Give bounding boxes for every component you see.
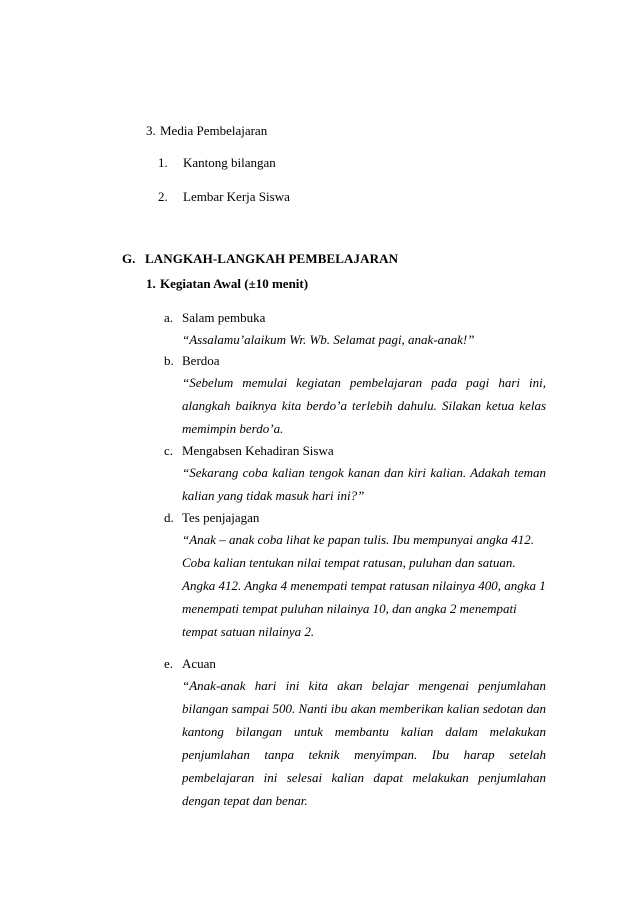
section-letter: G.: [122, 251, 136, 266]
section-title: LANGKAH-LANGKAH PEMBELAJARAN: [145, 251, 399, 266]
step-heading: Berdoa: [182, 353, 220, 368]
media-item-text: Kantong bilangan: [183, 155, 276, 170]
step-letter: d.: [164, 510, 174, 525]
step-line: dengan tepat dan benar.: [182, 793, 308, 808]
step-line: Coba kalian tentukan nilai tempat ratusan, puluhan dan satuan.: [182, 555, 516, 570]
step-heading: Acuan: [182, 656, 216, 671]
step-line: alangkah baiknya kita berdo’a terlebih dahulu. Silakan ketua kelas: [182, 398, 546, 413]
step-line: kantong bilangan untuk membantu kalian dalam melakukan: [182, 724, 546, 739]
step-line: memimpin berdo’a.: [182, 421, 284, 436]
step-line: kalian yang tidak masuk hari ini?”: [182, 488, 365, 503]
step-line: “Sekarang coba kalian tengok kanan dan kiri kalian. Adakah teman: [182, 465, 546, 480]
step-letter: a.: [164, 310, 174, 325]
step-letter: c.: [164, 443, 174, 458]
media-item-number: 2.: [158, 189, 168, 204]
step-heading: Mengabsen Kehadiran Siswa: [182, 443, 334, 458]
step-heading: Salam pembuka: [182, 310, 266, 325]
step-line: Angka 412. Angka 4 menempati tempat ratusan nilainya 400, angka 1: [182, 578, 546, 593]
step-line: bilangan sampai 500. Nanti ibu akan memberikan kalian sedotan dan: [182, 701, 546, 716]
step-letter: e.: [164, 656, 174, 671]
subsection-number: 1.: [146, 276, 156, 291]
step-line: “Anak – anak coba lihat ke papan tulis. Ibu mempunyai angka 412.: [182, 532, 535, 547]
step-line: “Sebelum memulai kegiatan pembelajaran pada pagi hari ini,: [182, 375, 546, 390]
step-line: “Assalamu’alaikum Wr. Wb. Selamat pagi, anak-anak!”: [182, 332, 475, 347]
step-line: menempati tempat puluhan nilainya 10, dan angka 2 menempati: [182, 601, 517, 616]
step-line: tempat satuan nilainya 2.: [182, 624, 315, 639]
subsection-title: Kegiatan Awal (±10 menit): [160, 276, 309, 291]
step-line: “Anak-anak hari ini kita akan belajar mengenai penjumlahan: [182, 678, 546, 693]
media-item-number: 1.: [158, 155, 168, 170]
step-heading: Tes penjajagan: [182, 510, 260, 525]
step-letter: b.: [164, 353, 174, 368]
step-line: pembelajaran ini selesai kalian dapat melakukan penjumlahan: [182, 770, 546, 785]
step-line: penjumlahan tanpa teknik menyimpan. Ibu harap setelah: [182, 747, 546, 762]
media-title: Media Pembelajaran: [160, 123, 268, 138]
media-number: 3.: [146, 123, 156, 138]
media-item-text: Lembar Kerja Siswa: [183, 189, 290, 204]
